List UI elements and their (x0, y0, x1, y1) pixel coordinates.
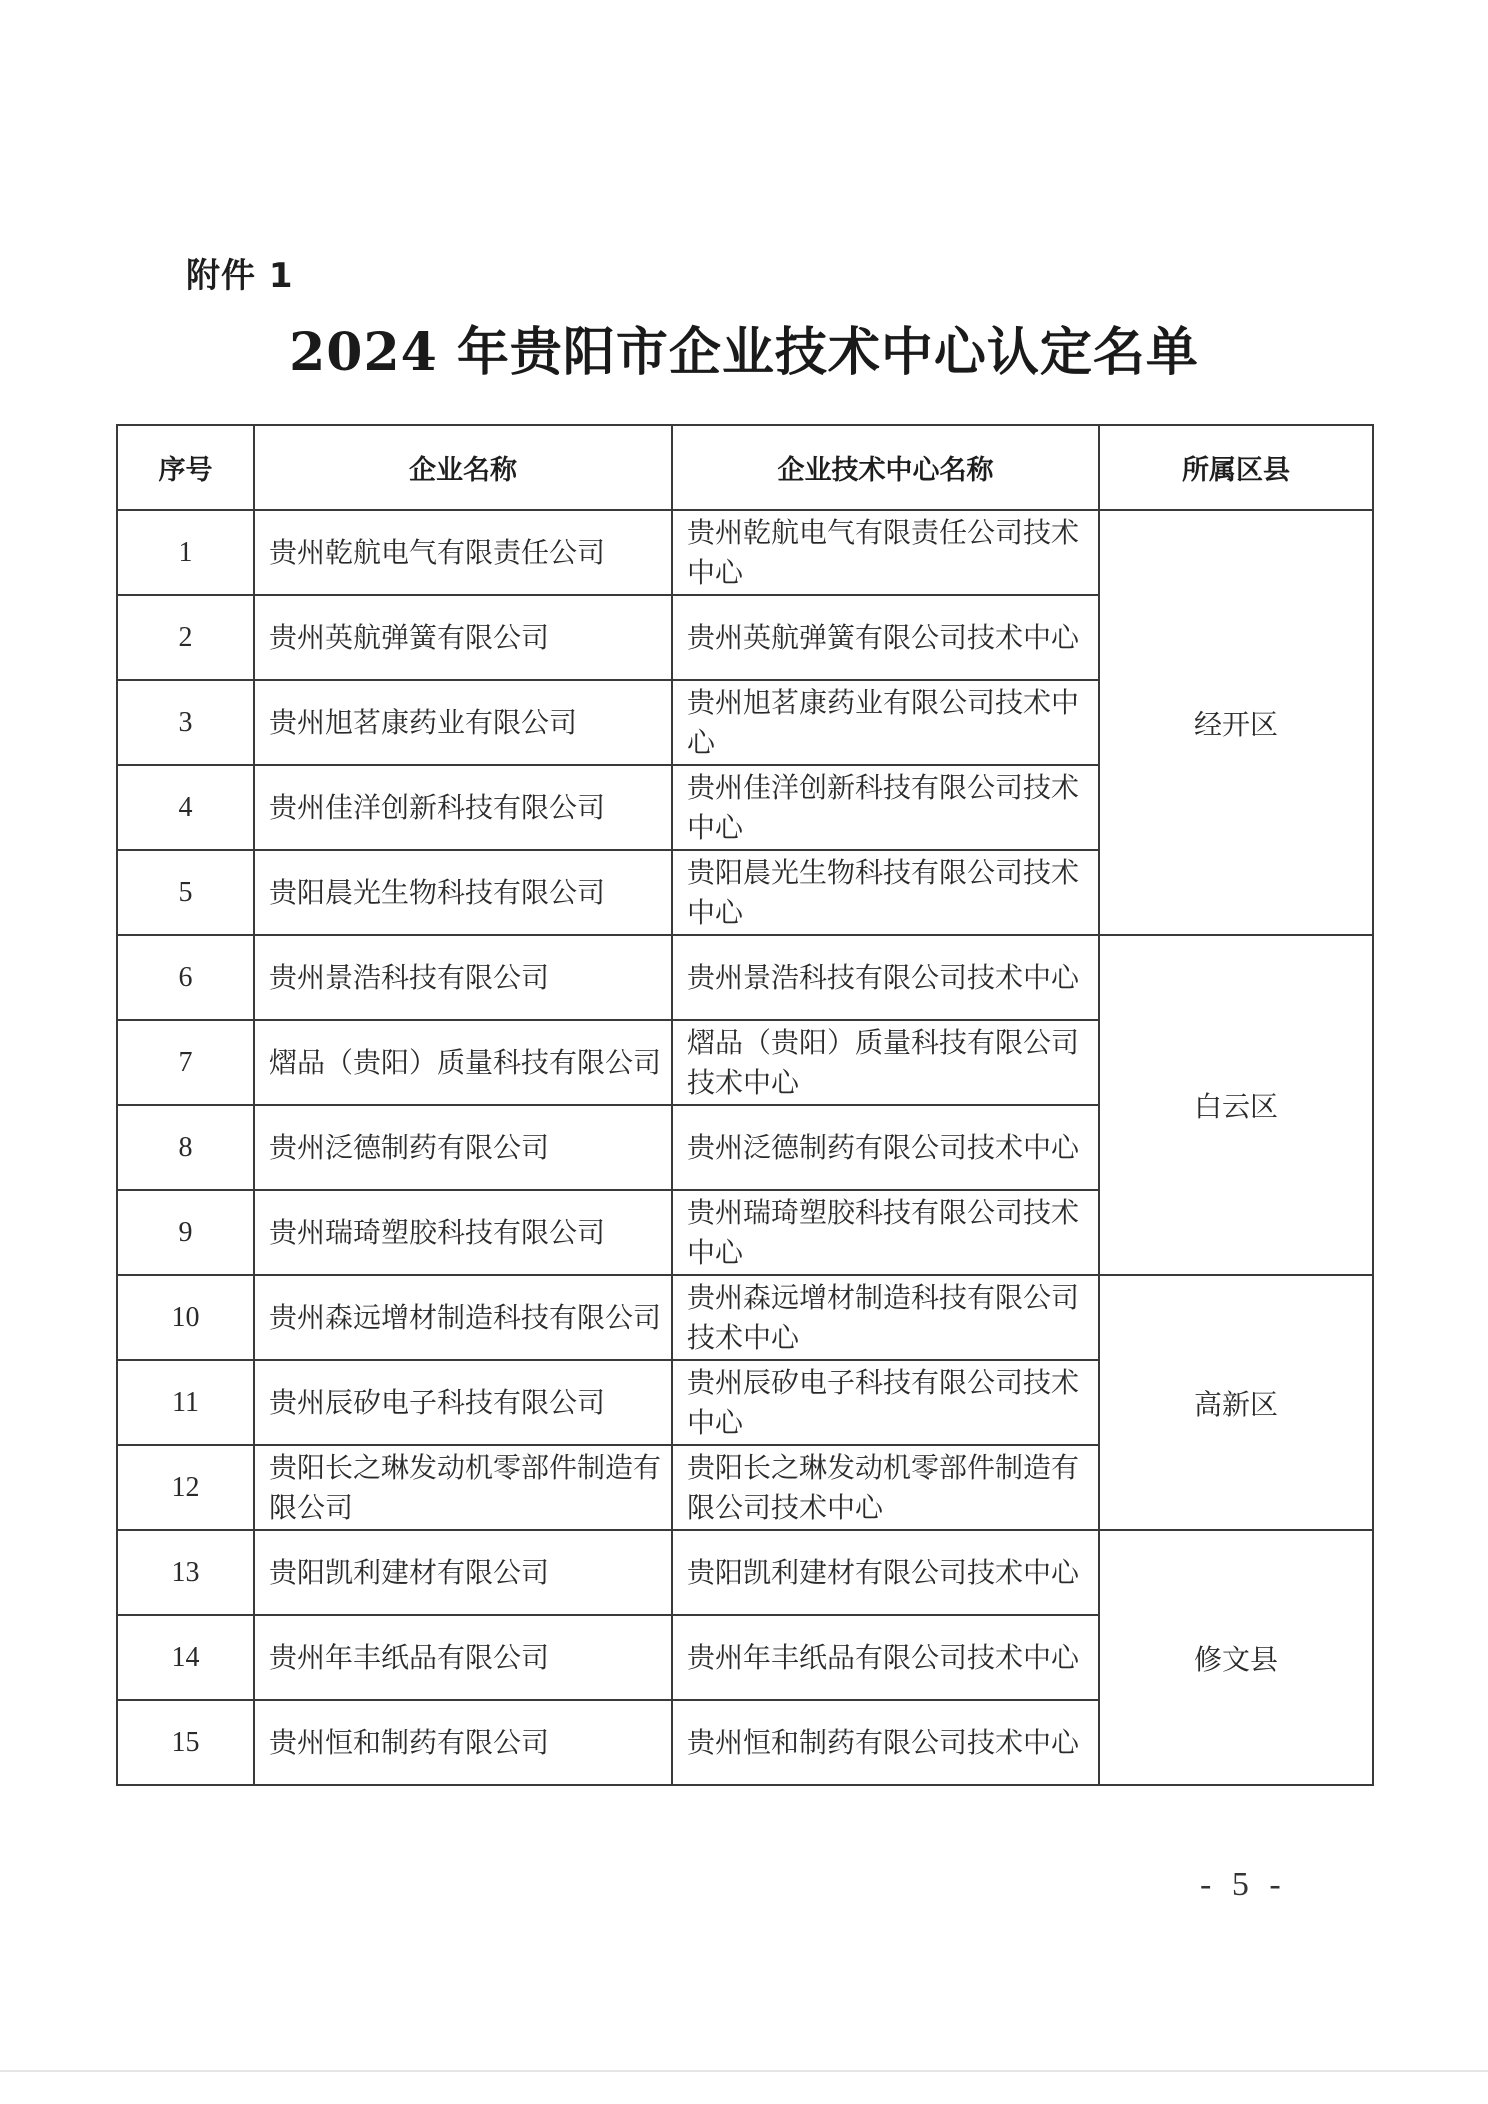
tech-center-name-cell: 贵州旭茗康药业有限公司技术中心 (672, 680, 1099, 765)
serial-number-cell: 1 (117, 510, 254, 595)
company-name-cell: 贵州景浩科技有限公司 (254, 935, 672, 1020)
header-district: 所属区县 (1099, 425, 1373, 510)
serial-number-cell: 14 (117, 1615, 254, 1700)
serial-number-cell: 5 (117, 850, 254, 935)
serial-number-cell: 2 (117, 595, 254, 680)
company-name-cell: 贵州辰矽电子科技有限公司 (254, 1360, 672, 1445)
company-name-cell: 贵州旭茗康药业有限公司 (254, 680, 672, 765)
tech-center-name-cell: 贵州辰矽电子科技有限公司技术中心 (672, 1360, 1099, 1445)
serial-number-cell: 6 (117, 935, 254, 1020)
table-row (117, 935, 1373, 1020)
tech-center-name-cell: 贵阳晨光生物科技有限公司技术中心 (672, 850, 1099, 935)
company-name-cell: 贵州森远增材制造科技有限公司 (254, 1275, 672, 1360)
serial-number-cell: 11 (117, 1360, 254, 1445)
district-cell-baiyun: 白云区 (1099, 935, 1373, 1275)
tech-center-name-cell: 贵州泛德制药有限公司技术中心 (672, 1105, 1099, 1190)
tech-center-name-cell: 贵州瑞琦塑胶科技有限公司技术中心 (672, 1190, 1099, 1275)
serial-number-cell: 15 (117, 1700, 254, 1785)
company-name-cell: 贵州恒和制药有限公司 (254, 1700, 672, 1785)
serial-number-cell: 10 (117, 1275, 254, 1360)
tech-center-name-cell: 贵州恒和制药有限公司技术中心 (672, 1700, 1099, 1785)
serial-number-cell: 4 (117, 765, 254, 850)
header-tech-center-name: 企业技术中心名称 (672, 425, 1099, 510)
tech-center-name-cell: 熠品（贵阳）质量科技有限公司技术中心 (672, 1020, 1099, 1105)
header-company-name: 企业名称 (254, 425, 672, 510)
tech-center-name-cell: 贵阳凯利建材有限公司技术中心 (672, 1530, 1099, 1615)
company-name-cell: 贵州佳洋创新科技有限公司 (254, 765, 672, 850)
company-name-cell: 贵州瑞琦塑胶科技有限公司 (254, 1190, 672, 1275)
header-serial-number: 序号 (117, 425, 254, 510)
company-name-cell: 贵州泛德制药有限公司 (254, 1105, 672, 1190)
table-header-row (117, 425, 1373, 510)
table-row (117, 510, 1373, 595)
company-name-cell: 贵州年丰纸品有限公司 (254, 1615, 672, 1700)
table-row (117, 1530, 1373, 1615)
tech-center-name-cell: 贵州年丰纸品有限公司技术中心 (672, 1615, 1099, 1700)
district-cell-gaoxin: 高新区 (1099, 1275, 1373, 1530)
tech-center-name-cell: 贵州景浩科技有限公司技术中心 (672, 935, 1099, 1020)
serial-number-cell: 12 (117, 1445, 254, 1530)
enterprise-list-table (116, 424, 1374, 1786)
scan-edge-divider (0, 2070, 1488, 2072)
company-name-cell: 贵阳长之琳发动机零部件制造有限公司 (254, 1445, 672, 1530)
tech-center-name-cell: 贵州佳洋创新科技有限公司技术中心 (672, 765, 1099, 850)
district-cell-xiuwen: 修文县 (1099, 1530, 1373, 1785)
company-name-cell: 贵州乾航电气有限责任公司 (254, 510, 672, 595)
serial-number-cell: 7 (117, 1020, 254, 1105)
page-number: - 5 - (1200, 1866, 1287, 1903)
attachment-label: 附件 1 (186, 256, 294, 296)
company-name-cell: 熠品（贵阳）质量科技有限公司 (254, 1020, 672, 1105)
serial-number-cell: 13 (117, 1530, 254, 1615)
serial-number-cell: 3 (117, 680, 254, 765)
company-name-cell: 贵阳凯利建材有限公司 (254, 1530, 672, 1615)
tech-center-name-cell: 贵州乾航电气有限责任公司技术中心 (672, 510, 1099, 595)
document-title: 2024 年贵阳市企业技术中心认定名单 (289, 322, 1199, 383)
company-name-cell: 贵州英航弹簧有限公司 (254, 595, 672, 680)
company-name-cell: 贵阳晨光生物科技有限公司 (254, 850, 672, 935)
serial-number-cell: 8 (117, 1105, 254, 1190)
tech-center-name-cell: 贵州森远增材制造科技有限公司技术中心 (672, 1275, 1099, 1360)
district-cell-jingkai: 经开区 (1099, 510, 1373, 935)
table-row (117, 1275, 1373, 1360)
tech-center-name-cell: 贵阳长之琳发动机零部件制造有限公司技术中心 (672, 1445, 1099, 1530)
serial-number-cell: 9 (117, 1190, 254, 1275)
tech-center-name-cell: 贵州英航弹簧有限公司技术中心 (672, 595, 1099, 680)
